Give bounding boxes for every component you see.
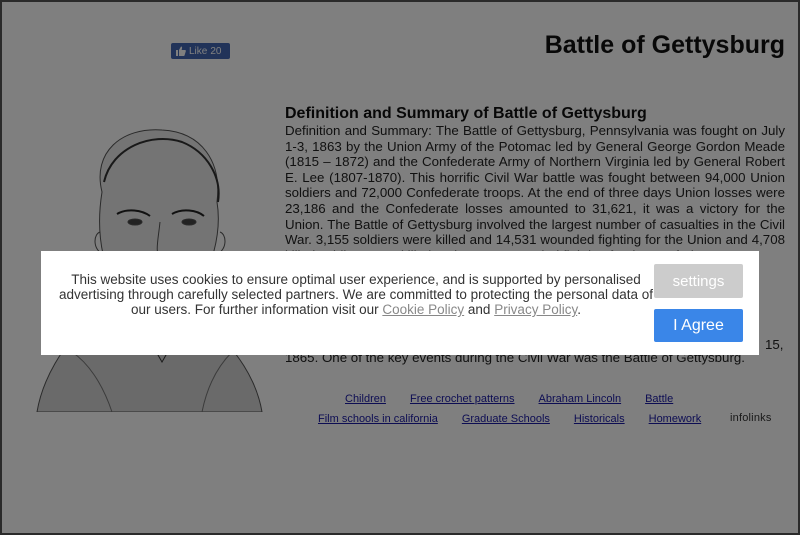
cookie-text-and: and bbox=[464, 302, 495, 317]
cookie-text-end: . bbox=[577, 302, 581, 317]
cookie-message bbox=[51, 272, 661, 317]
cookie-policy-link[interactable]: Cookie Policy bbox=[382, 302, 465, 317]
cookie-consent-banner bbox=[41, 251, 759, 355]
privacy-policy-link[interactable]: Privacy Policy bbox=[494, 302, 578, 317]
settings-button[interactable]: settings bbox=[654, 264, 743, 298]
cookie-text-main: This website uses cookies to ensure optimal user experience, and is supported by personalised advertising through carefully selected partners. We are committed to protecting the personal data of our users. For further information visit our bbox=[58, 272, 654, 317]
agree-button[interactable]: I Agree bbox=[654, 309, 743, 342]
